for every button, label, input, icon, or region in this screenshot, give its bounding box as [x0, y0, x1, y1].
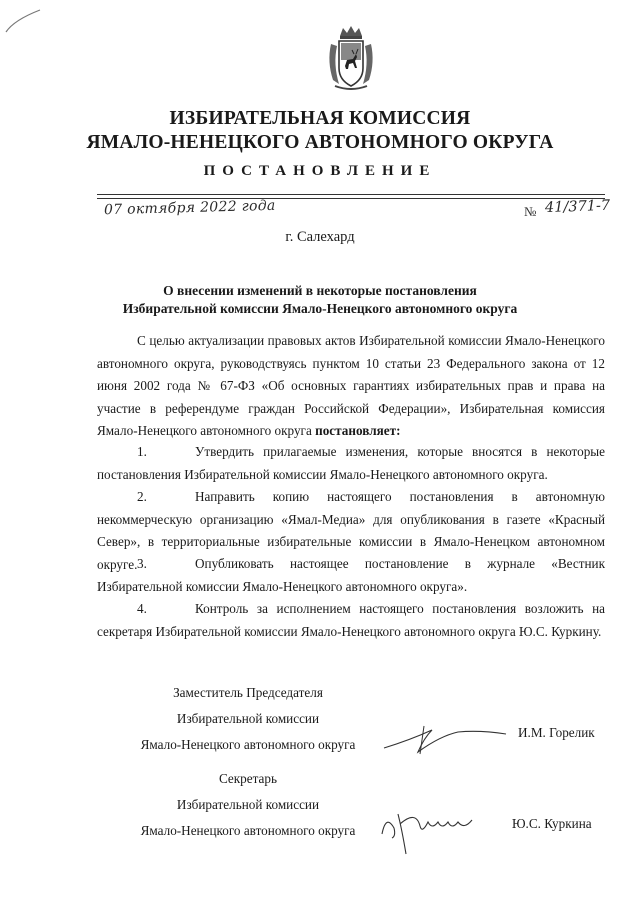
- list-item: [97, 441, 605, 486]
- city: г. Салехард: [285, 229, 355, 245]
- scan-mark-icon: [4, 6, 44, 36]
- divider-bottom: [97, 198, 605, 199]
- org-title-line2: ЯМАЛО-НЕНЕЦКОГО АВТОНОМНОГО ОКРУГА: [86, 132, 554, 153]
- item-number: 3.: [137, 556, 147, 571]
- signer-region: Ямало-Ненецкого автономного округа: [140, 737, 356, 752]
- item-number: 4.: [137, 601, 147, 616]
- item-text: Контроль за исполнением настоящего постановления возложить на секретаря Избирательной комиссии Ямало-Ненецкого автономного округа Ю.С. Куркину.: [97, 601, 605, 639]
- org-title-line1: ИЗБИРАТЕЛЬНАЯ КОМИССИЯ: [169, 108, 471, 129]
- preamble: [97, 330, 605, 443]
- date-handwritten: 07 октября 2022 года: [103, 197, 276, 219]
- item-text: Опубликовать настоящее постановление в журнале «Вестник Избирательной комиссии Ямало-Ненецкого автономного округа».: [97, 556, 605, 594]
- signature-block-secretary: [118, 766, 378, 844]
- doc-title-line2: Избирательной комиссии Ямало-Ненецкого автономного округа: [122, 301, 518, 316]
- divider-top: [97, 194, 605, 195]
- item-number: 2.: [137, 489, 147, 504]
- number-handwritten: 41/371-7: [544, 197, 611, 217]
- signer-name: И.М. Горелик: [518, 725, 595, 740]
- resolves-word: постановляет:: [315, 423, 401, 438]
- signature-block-deputy: [118, 680, 378, 758]
- doc-title-line1: О внесении изменений в некоторые постановления: [163, 283, 477, 298]
- item-number: 1.: [137, 444, 147, 459]
- handwritten-signature-icon: [380, 718, 510, 758]
- list-item: [97, 598, 605, 643]
- signer-org: Избирательной комиссии: [176, 711, 320, 726]
- preamble-text: С целью актуализации правовых актов Избирательной комиссии Ямало-Ненецкого автономного округа, руководствуясь пунктом 10 статьи 23 Федерального закона от 12 июня 2002 года № 67-ФЗ «Об основных гарантиях избирательных прав и права на участие в референдуме граждан Российской Федерации», Избирательная комиссия Ямало-Ненецкого автономного округа: [97, 333, 605, 438]
- item-text: Утвердить прилагаемые изменения, которые вносятся в некоторые постановления Избирательной комиссии Ямало-Ненецкого автономного округа.: [97, 444, 605, 482]
- document-type: ПОСТАНОВЛЕНИЕ: [203, 163, 437, 179]
- handwritten-signature-icon: [376, 800, 486, 860]
- signer-org: Избирательной комиссии: [176, 797, 320, 812]
- signer-position: Секретарь: [218, 771, 278, 786]
- number-prefix: №: [524, 204, 537, 219]
- coat-of-arms-icon: [323, 24, 379, 92]
- signer-name: Ю.С. Куркина: [512, 816, 592, 831]
- signer-position: Заместитель Председателя: [173, 685, 323, 700]
- list-item: [97, 553, 605, 598]
- signer-region: Ямало-Ненецкого автономного округа: [140, 823, 356, 838]
- item-text: Направить копию настоящего постановления в автономную некоммерческую организацию «Ямал-Медиа» для опубликования в газете «Красный Север», в территориальные избирательные комиссии в Ямало-Ненецком автономном округе.: [97, 489, 605, 572]
